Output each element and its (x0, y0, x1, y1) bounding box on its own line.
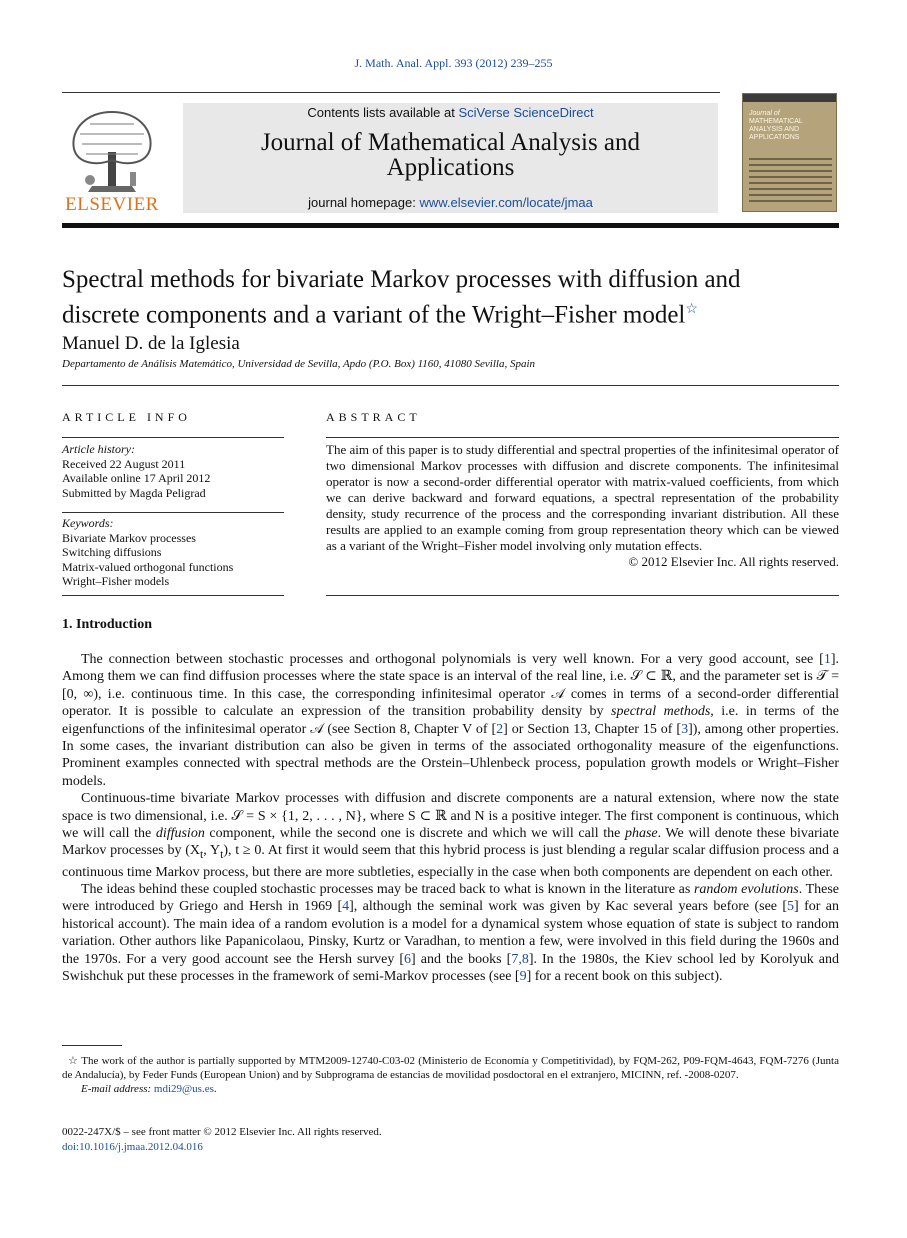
p1-text: The connection between stochastic processes and orthogonal polynomials is very well known. For a very good account, see [ (81, 652, 824, 667)
history-label: Article history: (62, 442, 135, 456)
keywords-block (62, 516, 233, 589)
received-date: Received 22 August 2011 (62, 456, 186, 471)
article-history (62, 442, 210, 500)
journal-citation[interactable]: J. Math. Anal. Appl. 393 (2012) 239–255 (354, 56, 553, 70)
p2-text: , Y (203, 843, 221, 859)
p2-subscript: t (200, 848, 204, 862)
abstract-body (326, 442, 839, 570)
homepage-link[interactable]: www.elsevier.com/locate/jmaa (419, 195, 593, 210)
footnote-rule (62, 1045, 122, 1046)
abstract-text: The aim of this paper is to study differential and spectral properties of the infinitesimal operator of two dimensional Markov processes with diffusion and discrete components. The infinitesimal operator is now a second-order differential operator with matrix-valued coefficients, from which we can derive backward and forward equations, a spectral representation of the probability density, study recurrence of the process and the corresponding invariant distribution. All these results are applied to an example coming from group representation theory which can be viewed as a variant of the Wright–Fisher model involving only mutation effects. (326, 442, 839, 553)
publisher-logo-text: ELSEVIER (65, 194, 159, 215)
funding-footnote (62, 1054, 839, 1082)
elsevier-logo (62, 104, 162, 216)
footnote (62, 1054, 839, 1096)
reference-link[interactable]: 1 (823, 652, 831, 667)
p3-text: ] for a recent book on this subject). (526, 969, 723, 985)
article-title (62, 265, 852, 330)
cover-title-line2: MATHEMATICAL (749, 118, 803, 125)
article-title-line2-text: discrete components and a variant of the Wright–Fisher model (62, 301, 686, 329)
homepage-line (183, 195, 718, 210)
abstract-heading: ABSTRACT (326, 410, 421, 424)
reference-link[interactable]: 9 (519, 969, 527, 985)
p1-text: ]. Among them we can find diffusion processes where the state space is an interval of the real line, i.e. 𝒮 ⊂ ℝ, and the parameter set is 𝒯 = [0, ∞), i.e. continuous time. In this case, the corresponding infinitesimal operator 𝒜 comes in terms of a second-order differential operator. It is possible to calculate an expression of the transition probability density by (62, 652, 839, 720)
tree-icon (62, 104, 162, 194)
cover-title-line4: APPLICATIONS (749, 134, 800, 141)
homepage-prefix: journal homepage: (308, 195, 420, 210)
contents-line (183, 105, 718, 120)
p2-text: . We will denote these bivariate Markov processes by (X (62, 826, 839, 859)
reference-link[interactable]: 2 (496, 721, 504, 737)
reference-link[interactable]: 4 (342, 899, 350, 915)
introduction-body (62, 651, 839, 986)
footnote-text: The work of the author is partially supported by MTM2009-12740-C03-02 (Ministerio de Economía y Competitividad), by FQM-262, P09-FQM-4643, FQM-7276 (Junta de Andalucía), by Feder Funds (European Union) and by Subprograma de estancias de movilidad posdoctoral en el extranjero, MICINN, ref. -2008-0207. (62, 1055, 839, 1081)
p3-emphasis: random evolutions (693, 882, 799, 898)
keyword-item: Switching diffusions (62, 545, 162, 559)
journal-title (183, 130, 718, 180)
email-link[interactable]: mdi29@us.es (153, 1083, 214, 1095)
journal-banner (183, 103, 718, 213)
issn-line: 0022-247X/$ – see front matter © 2012 Elsevier Inc. All rights reserved. (62, 1126, 382, 1138)
cover-band (743, 94, 836, 102)
reference-link[interactable]: 7,8 (511, 951, 529, 967)
journal-cover-thumbnail (742, 93, 837, 212)
email-end: . (213, 1083, 217, 1095)
p2-emphasis: phase (624, 826, 658, 842)
keyword-item: Bivariate Markov processes (62, 530, 196, 545)
cover-title (749, 110, 833, 142)
p1-text: ]), among other properties. In some cases, the invariant distribution can also be given in terms of the associated orthogonality measure of the eigenfunctions. Prominent examples connected with spectral methods are the Orstein–Uhlenbeck process, population growth models or Wright–Fisher models. (62, 721, 839, 789)
keywords-label: Keywords: (62, 516, 114, 530)
contents-prefix: Contents lists available at (307, 105, 459, 120)
title-bottom-rule (62, 385, 839, 386)
email-line (81, 1082, 839, 1096)
reference-link[interactable]: 6 (404, 951, 412, 967)
keyword-item: Matrix-valued orthogonal functions (62, 559, 234, 574)
author-name: Manuel D. de la Iglesia (62, 333, 240, 354)
p2-text: component, while the second one is discrete and which we will call the (204, 826, 625, 842)
cover-title-line1: Journal of (749, 110, 780, 117)
p3-text: ]. In the 1980s, the Kiev school led by Korolyuk and Swishchuk put these processes in the framework of semi-Markov processes (see [ (62, 951, 839, 985)
available-date: Available online 17 April 2012 (62, 471, 211, 485)
article-info-rule-bottom (62, 595, 284, 596)
p1-emphasis: spectral methods (611, 704, 711, 720)
p2-text: ), t ≥ 0. At first it would seem that this hybrid process is just blending a regular scalar diffusion process and a continuous time Markov process, but there are more subtleties, especially in the case when both components are dependent on each other. (62, 843, 839, 880)
cover-title-line3: ANALYSIS AND (749, 126, 800, 133)
p1-text: , i.e. in terms of the eigenfunctions of the infinitesimal operator 𝒜 (see Section 8, Chapter V of [ (62, 704, 840, 737)
author-affiliation: Departamento de Análisis Matemático, Universidad de Sevilla, Apdo (P.O. Box) 1160, 41080 Sevilla, Spain (62, 358, 536, 370)
p1-text: ] or Section 13, Chapter 15 of [ (503, 721, 682, 737)
submitted-by: Submitted by Magda Peligrad (62, 485, 206, 500)
abstract-rule-top (326, 437, 839, 438)
article-title-line1: Spectral methods for bivariate Markov processes with diffusion and (62, 266, 741, 293)
abstract-rights: © 2012 Elsevier Inc. All rights reserved. (628, 554, 839, 569)
section-heading-introduction: 1. Introduction (62, 617, 152, 632)
doi-link[interactable]: doi:10.1016/j.jmaa.2012.04.016 (62, 1141, 203, 1153)
keyword-item: Wright–Fisher models (62, 574, 170, 588)
article-info-heading: ARTICLE INFO (62, 410, 191, 424)
reference-link[interactable]: 5 (787, 899, 795, 915)
p3-text: The ideas behind these coupled stochastic processes may be traced back to what is known in the literature as (81, 882, 694, 898)
p2-subscript: t (220, 848, 224, 862)
header-thick-rule (62, 223, 839, 228)
p3-text: ] for an historical account). The main idea of a random evolution is a model for a dynamical system whose equation of state is subject to random variation. Other authors like Papanicolaou, Pinsky, Kurtz or Varadhan, to mention a few, were involved in this field during the 1960s and the 1970s. For a very good account see the Hersh survey [ (62, 899, 839, 967)
sciencedirect-link[interactable]: SciVerse ScienceDirect (458, 105, 594, 120)
journal-title-line1: Journal of Mathematical Analysis and (260, 129, 641, 156)
p2-emphasis: diffusion (155, 826, 205, 842)
email-label: E-mail address: (81, 1083, 154, 1095)
article-info-rule-top (62, 437, 284, 438)
abstract-rule-bottom (326, 595, 839, 596)
paragraph-2 (62, 790, 839, 881)
journal-title-line2: Applications (386, 154, 515, 181)
p3-text: ] and the books [ (411, 951, 512, 967)
p3-text: . These were introduced by Griego and Hersh in 1969 [ (62, 882, 839, 915)
page-footer (62, 1125, 382, 1155)
paragraph-3 (62, 881, 839, 985)
cover-text-lines (749, 158, 832, 206)
p2-text: Continuous-time bivariate Markov processes with diffusion and discrete components are a natural extension, where now the state space is two dimensional, i.e. 𝒮 = S × {1, 2, . . . , N}, where S ⊂ ℝ and N is a positive integer. The first component is continuous, which we will call the (62, 791, 839, 842)
article-title-line2 (62, 295, 852, 330)
header-top-rule (62, 92, 720, 93)
article-info-rule-mid (62, 512, 284, 513)
paragraph-1 (62, 651, 839, 790)
footnote-star-icon: ☆ (68, 1055, 79, 1067)
reference-link[interactable]: 3 (681, 721, 689, 737)
p3-text: ], although the seminal work was given by Kac several years before (see [ (349, 899, 788, 915)
title-footnote-star-icon[interactable]: ☆ (685, 302, 698, 317)
